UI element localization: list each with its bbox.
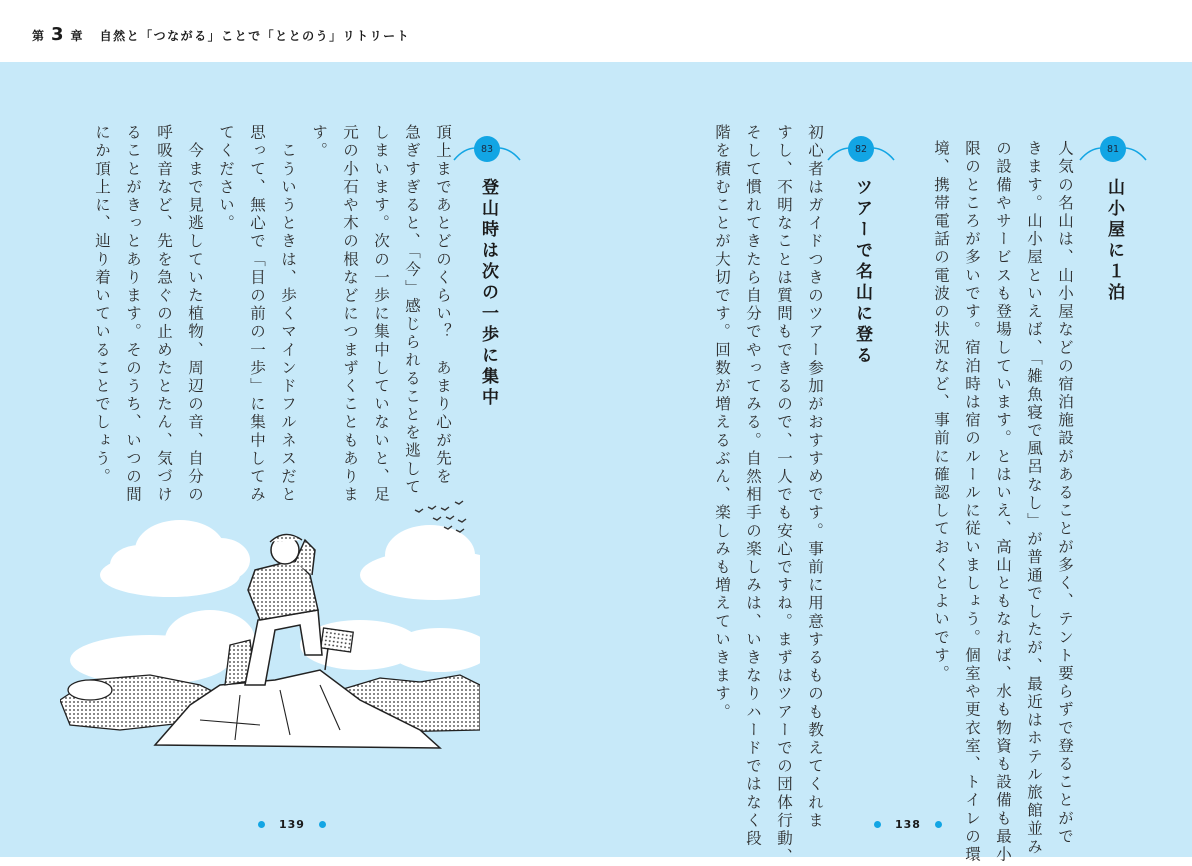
folio-dot-icon [258,821,265,828]
body-line: 階を積むことが大切です。回数が増えるぶん、楽しみも増えていきます。 [713,124,731,722]
page-number-right [874,818,942,831]
section-number: 82 [848,136,874,162]
section-badge-83 [452,136,522,176]
body-line: しまいます。次の一歩に集中していないと、足 [372,124,390,505]
section-badge-82 [826,136,896,176]
chapter-number: 3 [51,24,65,45]
folio-dot-icon [319,821,326,828]
page-number: 139 [279,818,305,831]
section-badge-81 [1078,136,1148,176]
hiker-summit-illustration [60,480,480,750]
section-title-81: 山小屋に１泊 [1104,178,1124,304]
chapter-title: 自然と「つながる」ことで「ととのう」リトリート [99,29,411,43]
page-number-left [258,818,326,831]
folio-dot-icon [935,821,942,828]
body-line: の設備やサービスも登場しています。とはいえ、高山ともなれば、水も物資も設備も最小 [994,140,1012,864]
body-line: 初心者はガイドつきのツアー参加がおすすめです。事前に用意するものも教えてくれま [806,124,824,830]
chapter-prefix: 第 [32,29,46,43]
body-line: す。 [310,124,328,161]
body-line: ることがきっとあります。そのうち、いつの間 [124,124,142,505]
body-line: てください。 [217,124,235,233]
body-line: 頂上まであとどのくらい？ あまり心が先を [434,124,452,486]
body-line: 呼吸音など、先を急ぐの止めたとたん、気づけ [155,124,173,505]
body-line: きます。山小屋といえば、「雑魚寝で風呂なし」が普通でしたが、最近はホテル旅館並み [1025,140,1043,857]
page-number: 138 [895,818,921,831]
section-title-83: 登山時は次の一歩に集中 [478,178,498,409]
body-line: 思って、無心で「目の前の一歩」に集中してみ [248,124,266,505]
body-line: 限のところが多いです。宿泊時は宿のルールに従いましょう。個室や更衣室、トイレの環 [963,140,981,864]
cloud-icon [100,520,250,597]
section-number: 81 [1100,136,1126,162]
body-line: 境、携帯電話の電波の状況など、事前に確認しておくとよいです。 [932,140,950,683]
body-line: にか頂上に、辿り着いていることでしょう。 [93,124,111,486]
chapter-heading [32,24,410,45]
chapter-suffix: 章 [70,29,84,43]
section-body-82 [700,124,830,866]
body-line: 元の小石や木の根などにつまずくこともありま [341,124,359,505]
running-header [0,0,1192,62]
folio-dot-icon [874,821,881,828]
body-line: そして慣れてきたら自分でやってみる。自然相手の楽しみは、いきなりハードではなく段 [744,124,762,848]
section-title-82: ツアーで名山に登る [852,178,872,367]
body-line: 急ぎすぎると、「今」感じられることを逃して [403,124,421,497]
body-line: 人気の名山は、山小屋などの宿泊施設があることが多く、テント要らずで登ることがで [1056,140,1074,846]
section-body-81 [918,140,1080,864]
section-number: 83 [474,136,500,162]
body-line: 今まで見逃していた植物、周辺の音、自分の [186,124,204,505]
section-body-83 [78,124,458,504]
body-line: こういうときは、歩くマインドフルネスだと [279,124,297,505]
cloud-icon [360,525,480,600]
body-line: すし、不明なことは質問もできるので、一人でも安心ですね。まずはツアーでの団体行動、 [775,124,793,866]
